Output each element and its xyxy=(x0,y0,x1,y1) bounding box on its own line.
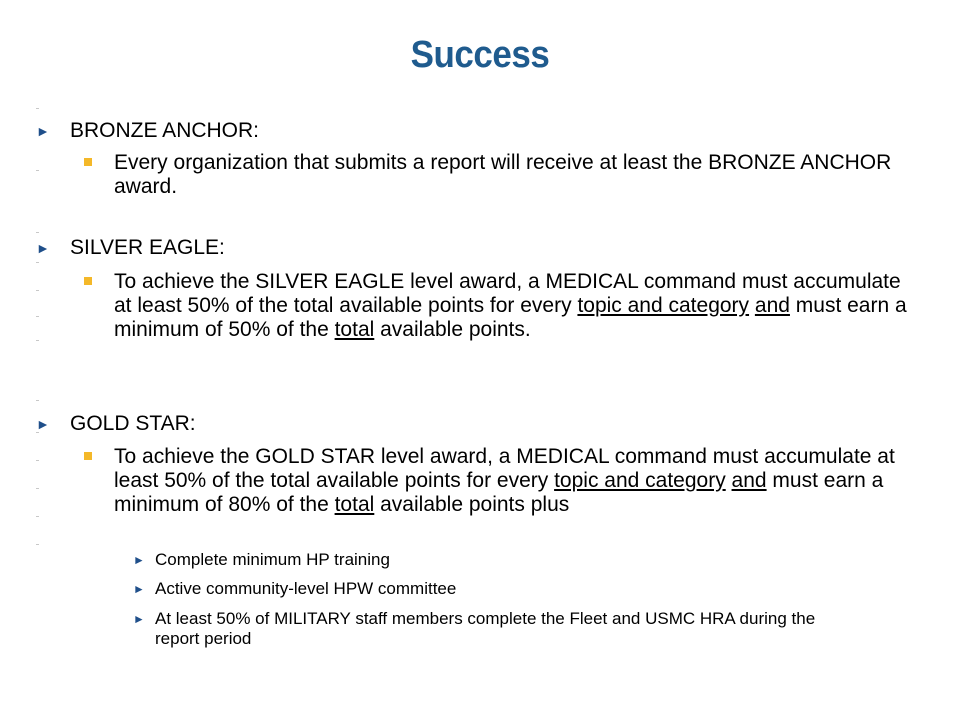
margin-tick xyxy=(36,516,39,517)
underlined-text: and xyxy=(754,294,790,317)
section-heading-label: SILVER EAGLE: xyxy=(70,236,225,259)
section-heading-label: BRONZE ANCHOR: xyxy=(70,119,260,142)
section-body-text: Every organization that submits a report will receive at least the BRONZE ANCHOR award. xyxy=(114,151,892,198)
margin-tick xyxy=(36,232,39,233)
margin-tick xyxy=(36,544,39,545)
margin-tick xyxy=(36,262,39,263)
triangle-right-icon: ► xyxy=(36,240,50,256)
triangle-right-icon: ► xyxy=(36,416,50,432)
body-text-part: To achieve the GOLD STAR level award, a MEDICAL command must accumulate at least 50% of the total available points for every xyxy=(114,445,895,492)
triangle-right-icon: ► xyxy=(133,582,145,596)
triangle-right-icon: ► xyxy=(36,123,50,139)
square-bullet-icon xyxy=(84,277,92,285)
body-text-part: available points plus xyxy=(374,493,570,516)
triangle-right-icon: ► xyxy=(133,553,145,567)
section-body-text xyxy=(114,445,914,517)
margin-tick xyxy=(36,488,39,489)
section-body-text xyxy=(114,270,914,342)
sub-bullet-text: Active community-level HPW committee xyxy=(155,579,457,598)
body-text-part: To achieve the SILVER EAGLE level award, a MEDICAL command must accumulate at least 50% of the total available points for every xyxy=(114,270,901,317)
square-bullet-icon xyxy=(84,158,92,166)
margin-tick xyxy=(36,340,39,341)
margin-tick xyxy=(36,170,39,171)
triangle-right-icon: ► xyxy=(133,612,145,626)
margin-tick xyxy=(36,108,39,109)
underlined-text: and xyxy=(731,469,767,492)
sub-bullet-text: At least 50% of MILITARY staff members complete the Fleet and USMC HRA during the report period xyxy=(155,609,816,648)
margin-tick xyxy=(36,290,39,291)
underlined-text: total xyxy=(334,493,375,516)
margin-tick xyxy=(36,316,39,317)
section-heading-label: GOLD STAR: xyxy=(70,412,196,435)
underlined-text: topic and category xyxy=(577,294,750,317)
underlined-text: topic and category xyxy=(554,469,726,492)
body-text-part: available points. xyxy=(374,318,531,341)
body-text-part: must earn a minimum of 50% of the xyxy=(114,294,907,341)
page-title: Success xyxy=(410,34,550,76)
sub-bullet-text: Complete minimum HP training xyxy=(155,550,390,569)
margin-tick xyxy=(36,400,39,401)
margin-tick xyxy=(36,460,39,461)
square-bullet-icon xyxy=(84,452,92,460)
body-text-part: must earn a minimum of 80% of the xyxy=(114,469,884,516)
underlined-text: total xyxy=(334,318,375,341)
